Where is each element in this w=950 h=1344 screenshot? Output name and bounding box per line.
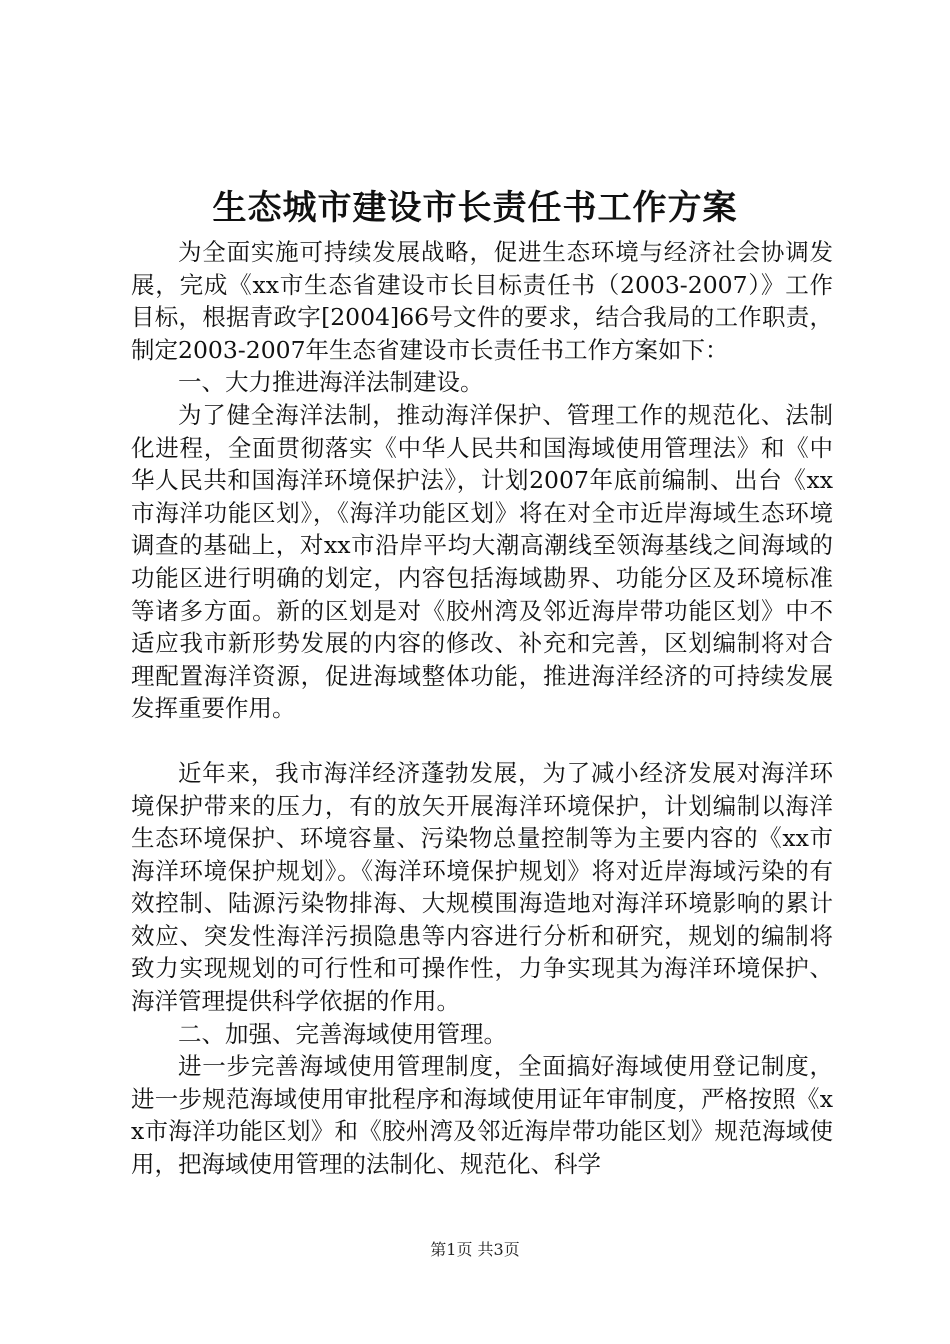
section-heading-2: 二、加强、完善海域使用管理。 — [178, 1019, 507, 1048]
document-title: 生态城市建设市长责任书工作方案 — [212, 188, 738, 228]
intro-paragraph: 为全面实施可持续发展战略，促进生态环境与经济社会协调发展，完成《xx市生态省建设市长目标责任书（2003-2007）》工作目标，根据青政字[2004]66号文件的要求，结合我局的工作职责，制定2003-2007年生态省建设市长责任书工作方案如下： — [131, 238, 833, 364]
document-body — [131, 236, 833, 1181]
body-paragraph: 为了健全海洋法制，推动海洋保护、管理工作的规范化、法制化进程，全面贯彻落实《中华人民共和国海域使用管理法》和《中华人民共和国海洋环境保护法》，计划2007年底前编制、出台《xx市海洋功能区划》，《海洋功能区划》将在对全市近岸海域生态环境调查的基础上，对xx市沿岸平均大潮高潮线至领海基线之间海域的功能区进行明确的划定，内容包括海域勘界、功能分区及环境标准等诸多方面。新的区划是对《胶州湾及邻近海岸带功能区划》中不适应我市新形势发展的内容的修改、补充和完善，区划编制将对合理配置海洋资源，促进海域整体功能，推进海洋经济的可持续发展发挥重要作用。 — [131, 400, 833, 723]
body-paragraph: 近年来，我市海洋经济蓬勃发展，为了减小经济发展对海洋环境保护带来的压力，有的放矢开展海洋环境保护，计划编制以海洋生态环境保护、环境容量、污染物总量控制等为主要内容的《xx市海洋环境保护规划》。《海洋环境保护规划》将对近岸海域污染的有效控制、陆源污染物排海、大规模围海造地对海洋环境影响的累计效应、突发性海洋污损隐患等内容进行分析和研究，规划的编制将致力实现规划的可行性和可操作性，力争实现其为海洋环境保护、海洋管理提供科学依据的作用。 — [131, 758, 833, 1016]
body-paragraph: 进一步完善海域使用管理制度，全面搞好海域使用登记制度，进一步规范海域使用审批程序和海域使用证年审制度，严格按照《xx市海洋功能区划》和《胶州湾及邻近海岸带功能区划》规范海域使用，把海域使用管理的法制化、规范化、科学 — [131, 1052, 833, 1179]
section-heading-1: 一、大力推进海洋法制建设。 — [178, 368, 484, 397]
page-number-footer: 第1页 共3页 — [430, 1240, 520, 1259]
